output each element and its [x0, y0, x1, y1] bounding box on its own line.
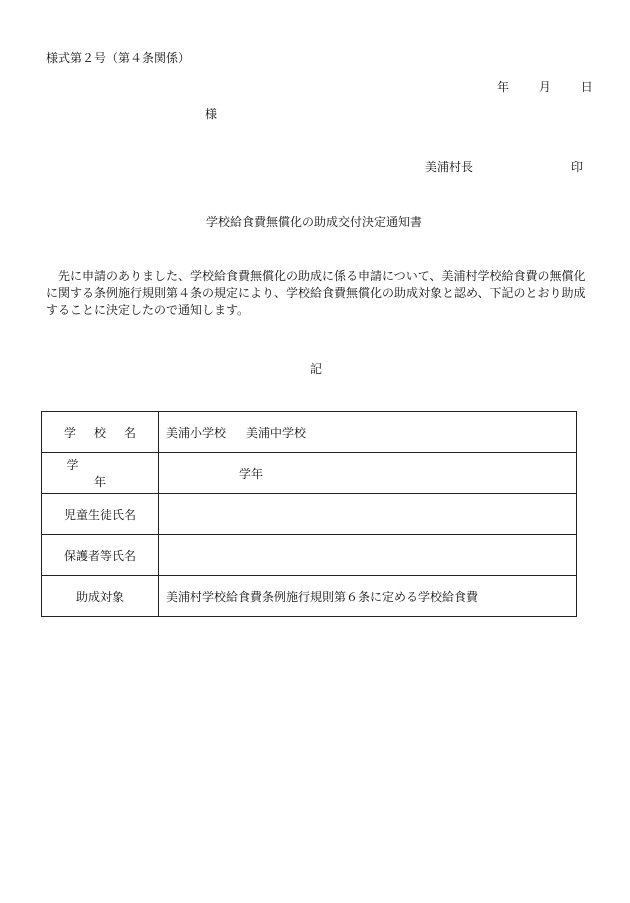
table-row [42, 494, 577, 535]
recipient-suffix: 様 [205, 107, 218, 121]
grade-label-cell [42, 453, 159, 494]
subsidy-label-cell [42, 576, 159, 617]
student-value-cell [159, 494, 577, 535]
grade-label: 学年 [66, 458, 161, 489]
school-name: 美浦中学校 [246, 425, 307, 440]
notice-body: 先に申請のありました、学校給食費無償化の助成に係る申請について、美浦村学校給食費の無償化に関する条例施行規則第４条の規定により、学校給食費無償化の助成対象と認め、下記のとおり助成することに決定したので通知します。 [46, 269, 586, 317]
student-label-cell [42, 494, 159, 535]
school-name: 美浦小学校 [166, 425, 227, 440]
student-label: 児童生徒氏名 [63, 507, 136, 522]
table-row [42, 453, 577, 494]
subsidy-value-cell [159, 576, 577, 617]
document-title: 学校給食費無償化の助成交付決定通知書 [206, 215, 423, 229]
table-row [42, 576, 577, 617]
table-row [42, 412, 577, 453]
school-label: 学校名 [63, 425, 154, 440]
school-label-cell [42, 412, 159, 453]
grade-value: 学年 [239, 466, 264, 481]
date-day: 日 [580, 80, 593, 94]
guardian-value-cell [159, 535, 577, 576]
school-value-cell [159, 412, 577, 453]
date-month: 月 [538, 80, 551, 94]
form-number: 様式第２号（第４条関係） [46, 51, 191, 65]
subsidy-value: 美浦村学校給食費条例施行規則第６条に定める学校給食費 [166, 589, 479, 604]
grade-value-cell [159, 453, 577, 494]
detail-table [41, 411, 577, 617]
date-line [497, 78, 593, 95]
issuer-name: 美浦村長 [425, 160, 474, 174]
date-year: 年 [497, 80, 510, 94]
guardian-label: 保護者等氏名 [63, 548, 136, 563]
table-row [42, 535, 577, 576]
ki-heading: 記 [310, 362, 323, 376]
seal-mark: 印 [571, 160, 584, 174]
guardian-label-cell [42, 535, 159, 576]
subsidy-label: 助成対象 [75, 589, 124, 604]
